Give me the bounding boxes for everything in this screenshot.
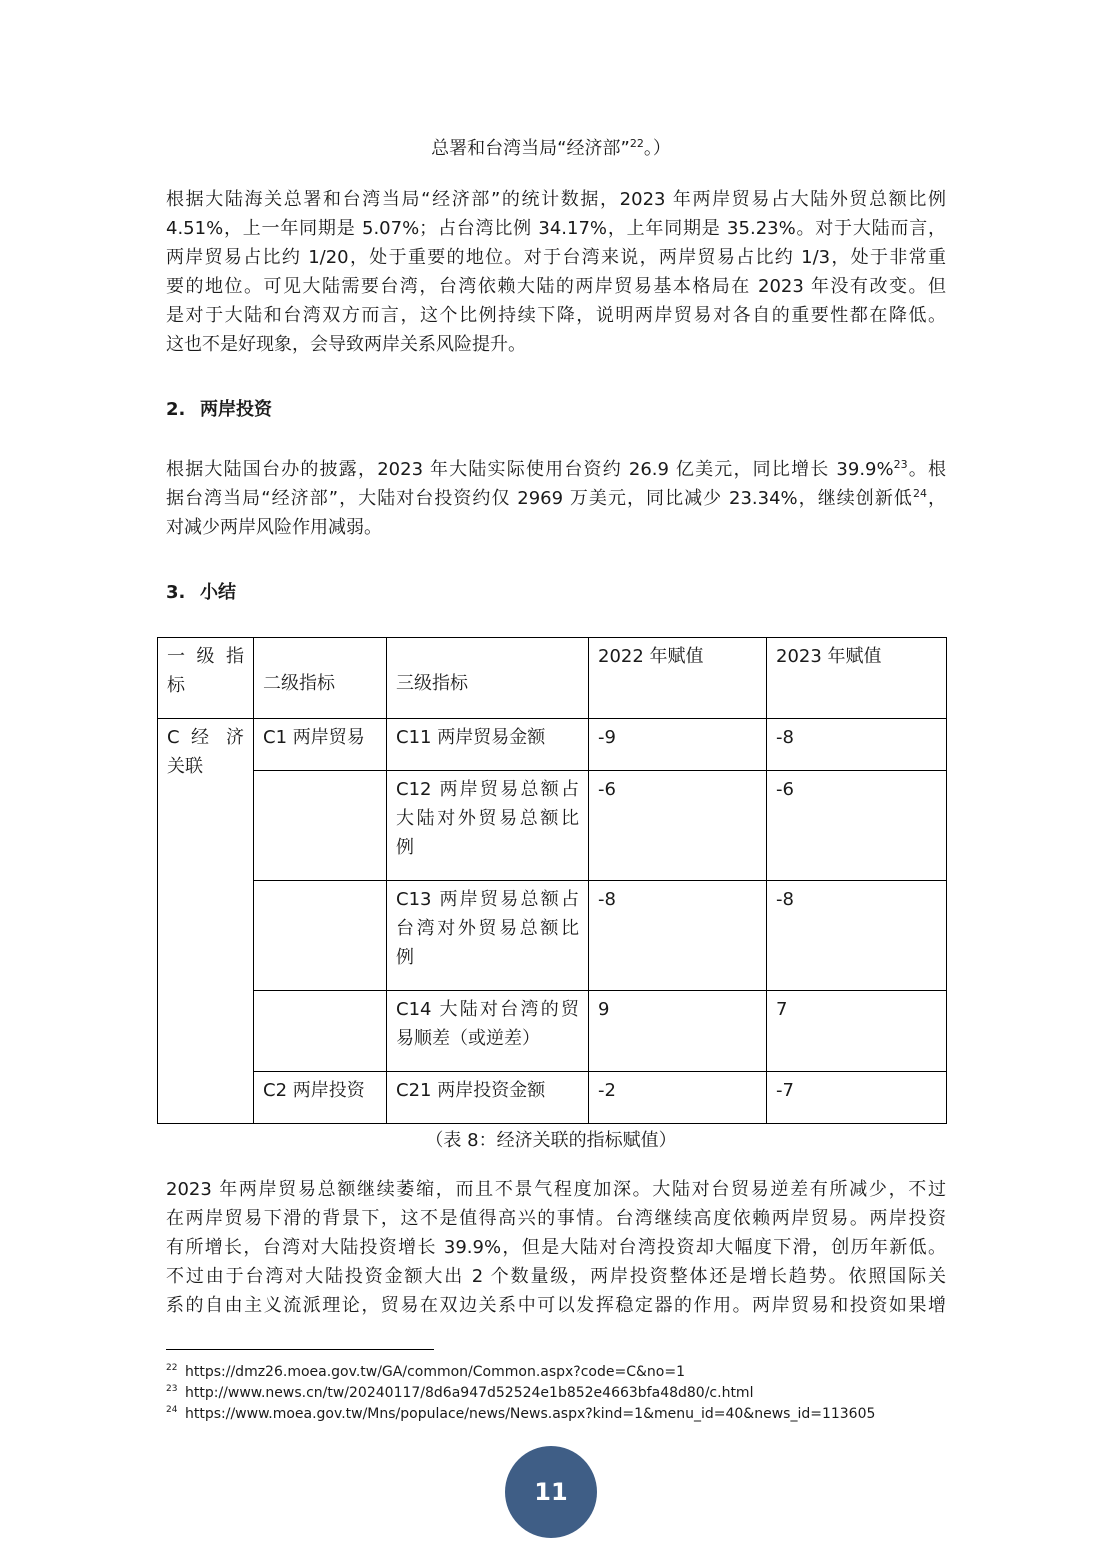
header-level2: 二级指标 bbox=[254, 638, 387, 719]
paragraph-line: 根据大陆海关总署和台湾当局“经济部”的统计数据，2023 年两岸贸易占大陆外贸总额比例 bbox=[166, 189, 946, 210]
paragraph-line: 系的自由主义流派理论，贸易在双边关系中可以发挥稳定器的作用。两岸贸易和投资如果增 bbox=[166, 1295, 946, 1316]
paragraph-line: 4.51%，上一年同期是 5.07%；占台湾比例 34.17%，上年同期是 35.23%。对于大陆而言， bbox=[166, 218, 946, 239]
paragraph-line: 不过由于台湾对大陆投资金额大出 2 个数量级，两岸投资整体还是增长趋势。依照国际关 bbox=[166, 1266, 946, 1287]
top-caption bbox=[0, 134, 1102, 160]
cell-value-2023: 7 bbox=[767, 991, 947, 1072]
table-header-row bbox=[158, 638, 947, 719]
cell-value-2023: -8 bbox=[767, 719, 947, 771]
footnote-link[interactable]: https://dmz26.moea.gov.tw/GA/common/Common.aspx?code=C&no=1 bbox=[185, 1364, 686, 1380]
cell-level2-c1: C1 两岸贸易 bbox=[254, 719, 387, 771]
indicator-table bbox=[157, 637, 947, 1124]
cell-value-2022: -6 bbox=[589, 771, 767, 881]
paragraph-line: 据台湾当局“经济部”，大陆对台投资约仅 2969 万美元，同比减少 23.34%，继续创新低$^{24}$， bbox=[166, 487, 946, 509]
footnote-ref-23[interactable]: 23 bbox=[893, 458, 908, 471]
paragraph-line: 要的地位。可见大陆需要台湾，台湾依赖大陆的两岸贸易基本格局在 2023 年没有改变。但 bbox=[166, 276, 946, 297]
footnote-ref-24[interactable]: 24 bbox=[912, 487, 927, 500]
section-number: 2. bbox=[166, 399, 186, 420]
section-number: 3. bbox=[166, 582, 186, 603]
paragraph-line: 2023 年两岸贸易总额继续萎缩，而且不景气程度加深。大陆对台贸易逆差有所减少，不过 bbox=[166, 1179, 946, 1200]
footnote-ref-22[interactable]: 22 bbox=[629, 137, 644, 150]
cell-level3: C21 两岸投资金额 bbox=[387, 1072, 589, 1124]
cell-value-2023: -7 bbox=[767, 1072, 947, 1124]
paragraph-line: 是对于大陆和台湾双方而言，这个比例持续下降，说明两岸贸易对各自的重要性都在降低。 bbox=[166, 305, 946, 326]
top-caption-text: 总署和台湾当局“经济部” bbox=[431, 138, 630, 159]
table-caption: （表 8：经济关联的指标赋值） bbox=[425, 1130, 677, 1151]
cell-level3: C14 大陆对台湾的贸 易顺差（或逆差） bbox=[387, 991, 589, 1072]
paragraph-line: 有所增长，台湾对大陆投资增长 39.9%，但是大陆对台湾投资却大幅度下滑，创历年新低。 bbox=[166, 1237, 946, 1258]
footnote-link[interactable]: http://www.news.cn/tw/20240117/8d6a947d52524e1b852e4663bfa48d80/c.html bbox=[185, 1385, 754, 1401]
paragraph-line: 根据大陆国台办的披露，2023 年大陆实际使用台资约 26.9 亿美元，同比增长 39.9%$^{23}$。根 bbox=[166, 458, 947, 480]
top-caption-tail: 。） bbox=[643, 138, 671, 159]
cell-level3: C11 两岸贸易金额 bbox=[387, 719, 589, 771]
header-level1: 一 级 指 标 bbox=[158, 638, 254, 719]
header-2022: 2022 年赋值 bbox=[589, 638, 767, 719]
paragraph-line: 对减少两岸风险作用减弱。 bbox=[166, 517, 382, 538]
header-2023: 2023 年赋值 bbox=[767, 638, 947, 719]
footnote-23: $^{23}$ http://www.news.cn/tw/20240117/8d6a947d52524e1b852e4663bfa48d80/c.html bbox=[166, 1384, 754, 1401]
cell-value-2022: 9 bbox=[589, 991, 767, 1072]
paragraph-line: 这也不是好现象，会导致两岸关系风险提升。 bbox=[166, 334, 526, 355]
section-title: 两岸投资 bbox=[200, 399, 272, 420]
table-row bbox=[158, 991, 947, 1072]
cell-value-2022: -8 bbox=[589, 881, 767, 991]
cell-level2-empty bbox=[254, 771, 387, 881]
section-title: 小结 bbox=[200, 582, 236, 603]
table-row bbox=[158, 1072, 947, 1124]
cell-level3: C13 两岸贸易总额占 台湾对外贸易总额比 例 bbox=[387, 881, 589, 991]
cell-level2-c2: C2 两岸投资 bbox=[254, 1072, 387, 1124]
table-row bbox=[158, 719, 947, 771]
cell-level3: C12 两岸贸易总额占 大陆对外贸易总额比 例 bbox=[387, 771, 589, 881]
page-number-badge: 11 bbox=[505, 1446, 597, 1538]
cell-value-2023: -8 bbox=[767, 881, 947, 991]
header-level3: 三级指标 bbox=[387, 638, 589, 719]
cell-value-2022: -9 bbox=[589, 719, 767, 771]
footnote-22: $^{22}$ https://dmz26.moea.gov.tw/GA/common/Common.aspx?code=C&no=1 bbox=[166, 1363, 686, 1380]
footnote-24: $^{24}$ https://www.moea.gov.tw/Mns/populace/news/News.aspx?kind=1&menu_id=40&news_id=113605 bbox=[166, 1405, 876, 1422]
cell-level2-empty bbox=[254, 991, 387, 1072]
cell-level2-empty bbox=[254, 881, 387, 991]
paragraph-line: 在两岸贸易下滑的背景下，这不是值得高兴的事情。台湾继续高度依赖两岸贸易。两岸投资 bbox=[166, 1208, 946, 1229]
paragraph-line: 两岸贸易占比约 1/20，处于重要的地位。对于台湾来说，两岸贸易占比约 1/3，处于非常重 bbox=[166, 247, 946, 268]
section-heading-investment bbox=[166, 395, 272, 421]
cell-value-2022: -2 bbox=[589, 1072, 767, 1124]
table-row bbox=[158, 771, 947, 881]
section-heading-summary bbox=[166, 578, 236, 604]
footnote-link[interactable]: https://www.moea.gov.tw/Mns/populace/news/News.aspx?kind=1&menu_id=40&news_id=113605 bbox=[185, 1406, 876, 1422]
cell-value-2023: -6 bbox=[767, 771, 947, 881]
cell-level1-c: C 经 济 关联 bbox=[158, 719, 254, 1124]
table-row bbox=[158, 881, 947, 991]
footnote-divider bbox=[166, 1349, 434, 1350]
